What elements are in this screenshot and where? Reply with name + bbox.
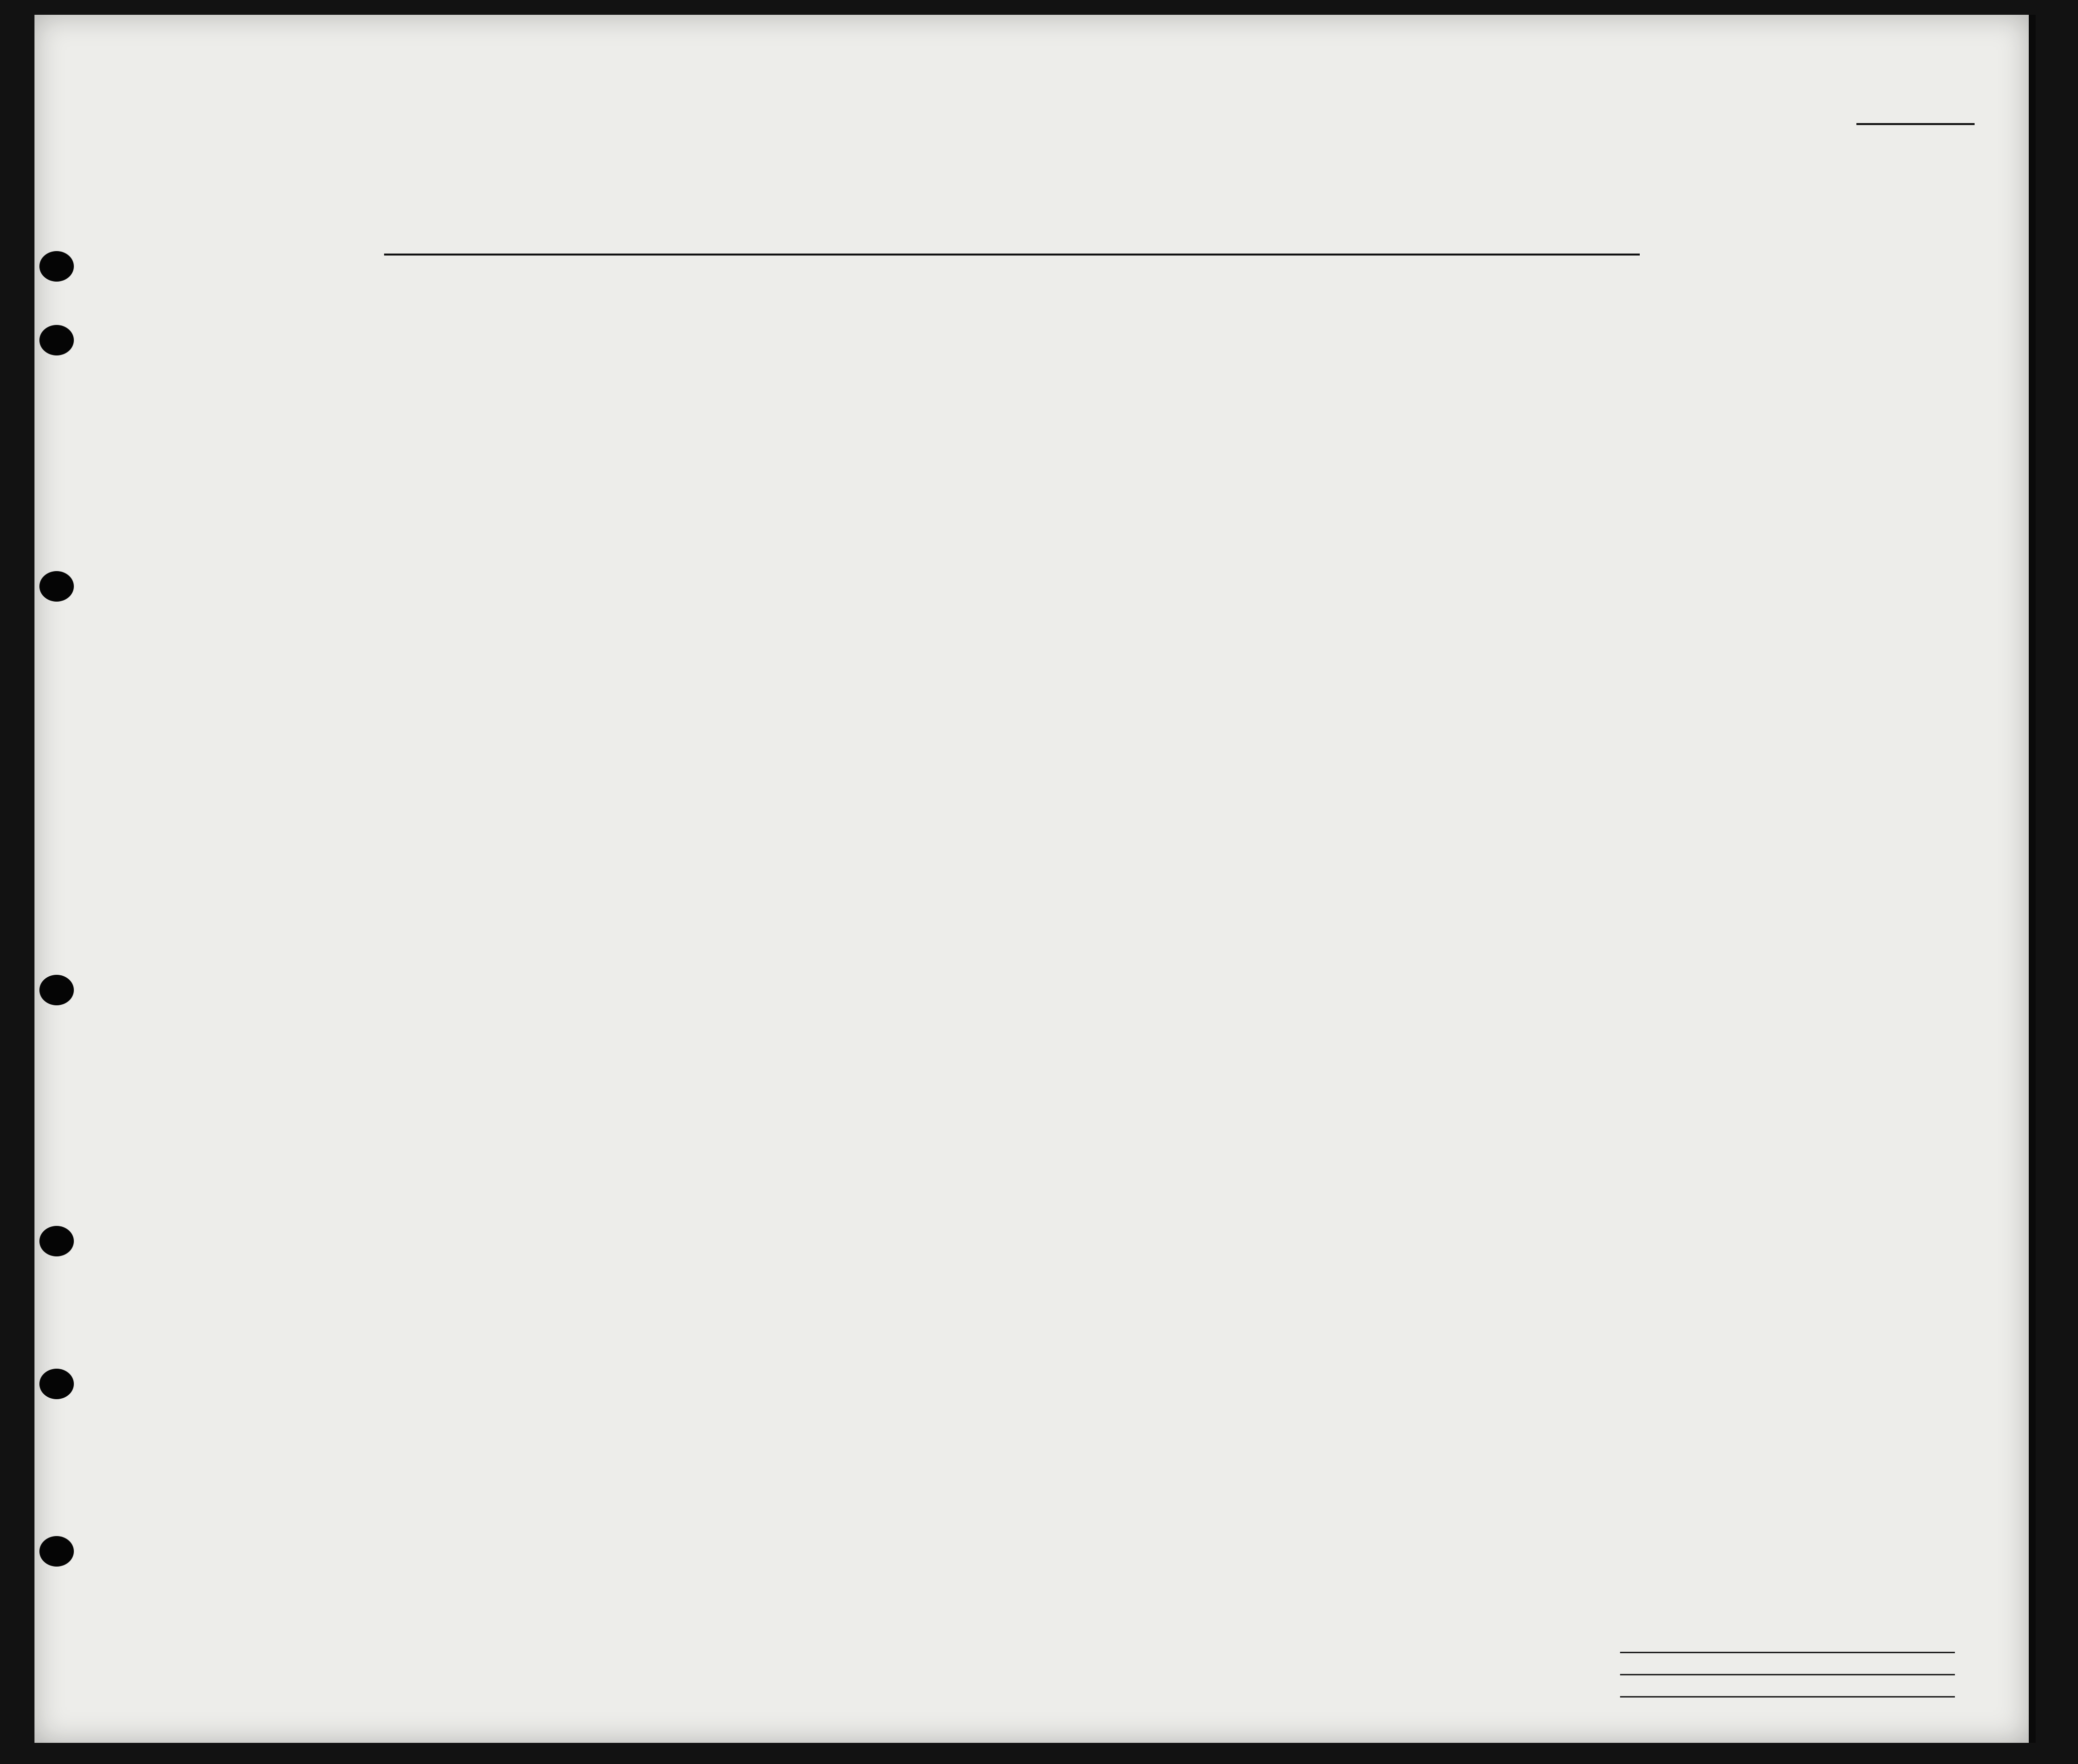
line-field[interactable] — [1620, 1652, 1955, 1653]
owners-field[interactable] — [1620, 1674, 1955, 1675]
agents-field[interactable] — [1620, 1696, 1955, 1698]
